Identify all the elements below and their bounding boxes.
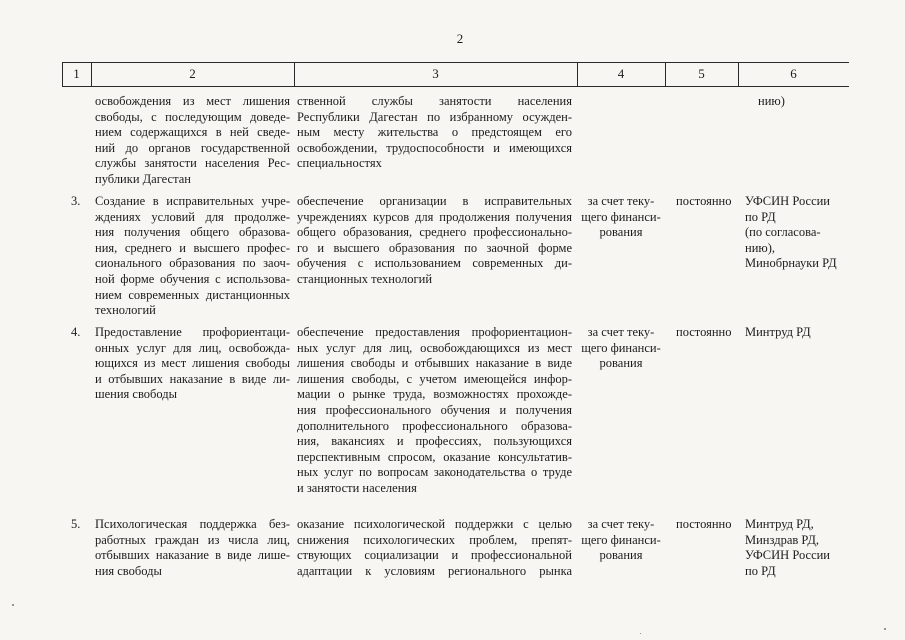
text-line: освобождении, трудоспособности и имеющихся bbox=[297, 140, 572, 155]
text-line: общего образования, среднего профессионально- bbox=[297, 225, 572, 240]
text-line: щего финанси- bbox=[581, 340, 661, 355]
text-line: нием содержащихся в ней сведе- bbox=[95, 125, 290, 140]
text-line: отбывших наказание в виде лише- bbox=[95, 548, 290, 563]
text-line: Создание в исправительных учре- bbox=[95, 194, 290, 208]
text-line: службы занятости населения Рес- bbox=[95, 156, 290, 171]
row-continuation-executor bbox=[758, 94, 848, 110]
text-line: обеспечение организации в исправительных bbox=[297, 194, 572, 208]
header-top-border bbox=[62, 62, 849, 63]
column-header-6: 6 bbox=[790, 66, 797, 81]
row-3-term bbox=[676, 194, 740, 210]
text-line: ным месту жительства о предстоящем его bbox=[297, 125, 572, 140]
text-line: рования bbox=[599, 225, 643, 240]
text-line: свободы, с последующим доведе- bbox=[95, 109, 290, 124]
text-line: ственной службы занятости населения bbox=[297, 94, 572, 108]
text-line: Минздрав РД, bbox=[745, 532, 820, 547]
row-3-executor bbox=[745, 194, 849, 272]
text-line: ных услуг для лиц, освобождающихся из мест bbox=[297, 340, 572, 355]
text-line: за счет теку- bbox=[587, 325, 655, 339]
text-line: го и высшего образования по заочной форме bbox=[297, 240, 572, 255]
text-line: ждениях условий для продолже- bbox=[95, 209, 290, 224]
row-4-content bbox=[297, 325, 572, 497]
text-line: перспективным спросом, оказание консультатив- bbox=[297, 449, 572, 464]
text-line: рования bbox=[599, 548, 643, 563]
text-line: за счет теку- bbox=[587, 517, 655, 531]
text-line: станционных технологий bbox=[297, 271, 433, 286]
text-line: постоянно bbox=[676, 517, 732, 531]
text-line: специальностях bbox=[297, 156, 382, 171]
text-line: учреждениях курсов для продолжения получения bbox=[297, 209, 572, 224]
text-line: и отбывших наказание в виде ли- bbox=[95, 371, 290, 386]
row-4-term bbox=[676, 325, 740, 341]
text-line: снижения психологических проблем, препят- bbox=[297, 532, 572, 547]
text-line: Минтруд РД, bbox=[745, 517, 814, 531]
text-line: ных услуг по вопросам законодательства о труде bbox=[297, 465, 572, 480]
text-line: лишения свободы и отбывших наказание в виде bbox=[297, 356, 572, 371]
row-4-number: 4. bbox=[71, 325, 81, 339]
row-3-content bbox=[297, 194, 572, 288]
text-line: щего финанси- bbox=[581, 532, 661, 547]
row-continuation-name bbox=[95, 94, 290, 188]
row-5-funding bbox=[576, 517, 666, 564]
scan-speck bbox=[640, 633, 641, 634]
text-line: по РД bbox=[745, 209, 776, 224]
text-line: ний до органов государственной bbox=[95, 140, 290, 155]
text-line: Республики Дагестан по избранному осужден- bbox=[297, 109, 572, 124]
row-3-number: 3. bbox=[71, 194, 81, 208]
text-line: ния, среднего и высшего профес- bbox=[95, 240, 290, 255]
column-header-5: 5 bbox=[698, 66, 705, 81]
text-line: (по согласова- bbox=[745, 225, 821, 240]
text-line: Минтруд РД bbox=[745, 325, 811, 339]
row-5-executor bbox=[745, 517, 849, 579]
text-line: постоянно bbox=[676, 325, 732, 339]
column-header-1: 1 bbox=[73, 66, 80, 81]
row-5-number: 5. bbox=[71, 517, 81, 531]
text-line: онных услуг для лиц, освобожда- bbox=[95, 340, 290, 355]
text-line: постоянно bbox=[676, 194, 732, 208]
column-header-3: 3 bbox=[432, 66, 439, 81]
scan-speck bbox=[884, 628, 886, 630]
row-5-content bbox=[297, 517, 572, 579]
text-line: технологий bbox=[95, 303, 156, 318]
row-3-name bbox=[95, 194, 290, 319]
text-line: нием современных дистанционных bbox=[95, 287, 290, 302]
text-line: нию) bbox=[758, 94, 785, 108]
column-header-4: 4 bbox=[617, 66, 625, 81]
header-bottom-border bbox=[62, 86, 849, 87]
text-line: ния, вакансиях и профессиях, пользующихся bbox=[297, 434, 572, 449]
text-line: работных граждан из числа лиц, bbox=[95, 532, 290, 547]
text-line: ющихся из мест лишения свободы bbox=[95, 356, 290, 371]
text-line: дополнительного профессионального образова- bbox=[297, 418, 572, 433]
text-line: нию), bbox=[745, 240, 776, 255]
scan-speck bbox=[12, 604, 14, 606]
column-header-2: 2 bbox=[189, 66, 196, 81]
row-continuation-content bbox=[297, 94, 572, 172]
row-5-name bbox=[95, 517, 290, 579]
text-line: УФСИН России bbox=[745, 194, 830, 208]
row-4-name bbox=[95, 325, 290, 403]
text-line: шения свободы bbox=[95, 387, 178, 402]
text-line: Минобрнауки РД bbox=[745, 256, 837, 271]
text-line: Предоставление профориентаци- bbox=[95, 325, 290, 339]
text-line: рования bbox=[599, 356, 643, 371]
text-line: за счет теку- bbox=[587, 194, 655, 208]
text-line: УФСИН России bbox=[745, 548, 830, 563]
text-line: освобождения из мест лишения bbox=[95, 94, 290, 108]
text-line: ния профессионального обучения и получения bbox=[297, 402, 572, 417]
text-line: Психологическая поддержка без- bbox=[95, 517, 290, 531]
text-line: обучения с использованием современных ди- bbox=[297, 256, 572, 271]
page-number: 2 bbox=[456, 31, 464, 46]
text-line: оказание психологической поддержки с целью bbox=[297, 517, 572, 531]
text-line: публики Дагестан bbox=[95, 171, 191, 186]
text-line: ния свободы bbox=[95, 563, 162, 578]
text-line: ния получения общего образова- bbox=[95, 225, 290, 240]
text-line: адаптации к условиям регионального рынка bbox=[297, 563, 572, 578]
text-line: и занятости населения bbox=[297, 480, 417, 495]
row-4-funding bbox=[576, 325, 666, 372]
row-3-funding bbox=[576, 194, 666, 241]
text-line: по РД bbox=[745, 563, 776, 578]
row-5-term bbox=[676, 517, 740, 533]
text-line: щего финанси- bbox=[581, 209, 661, 224]
text-line: обеспечение предоставления профориентацион- bbox=[297, 325, 572, 339]
text-line: сионального образования по заоч- bbox=[95, 256, 290, 271]
text-line: мации о рынке труда, возможностях прохожде- bbox=[297, 387, 572, 402]
text-line: ствующих социализации и профессиональной bbox=[297, 548, 572, 563]
text-line: ной форме обучения с использова- bbox=[95, 271, 290, 286]
text-line: лишения свободы, с учетом имеющейся инфор- bbox=[297, 371, 572, 386]
row-4-executor bbox=[745, 325, 849, 341]
